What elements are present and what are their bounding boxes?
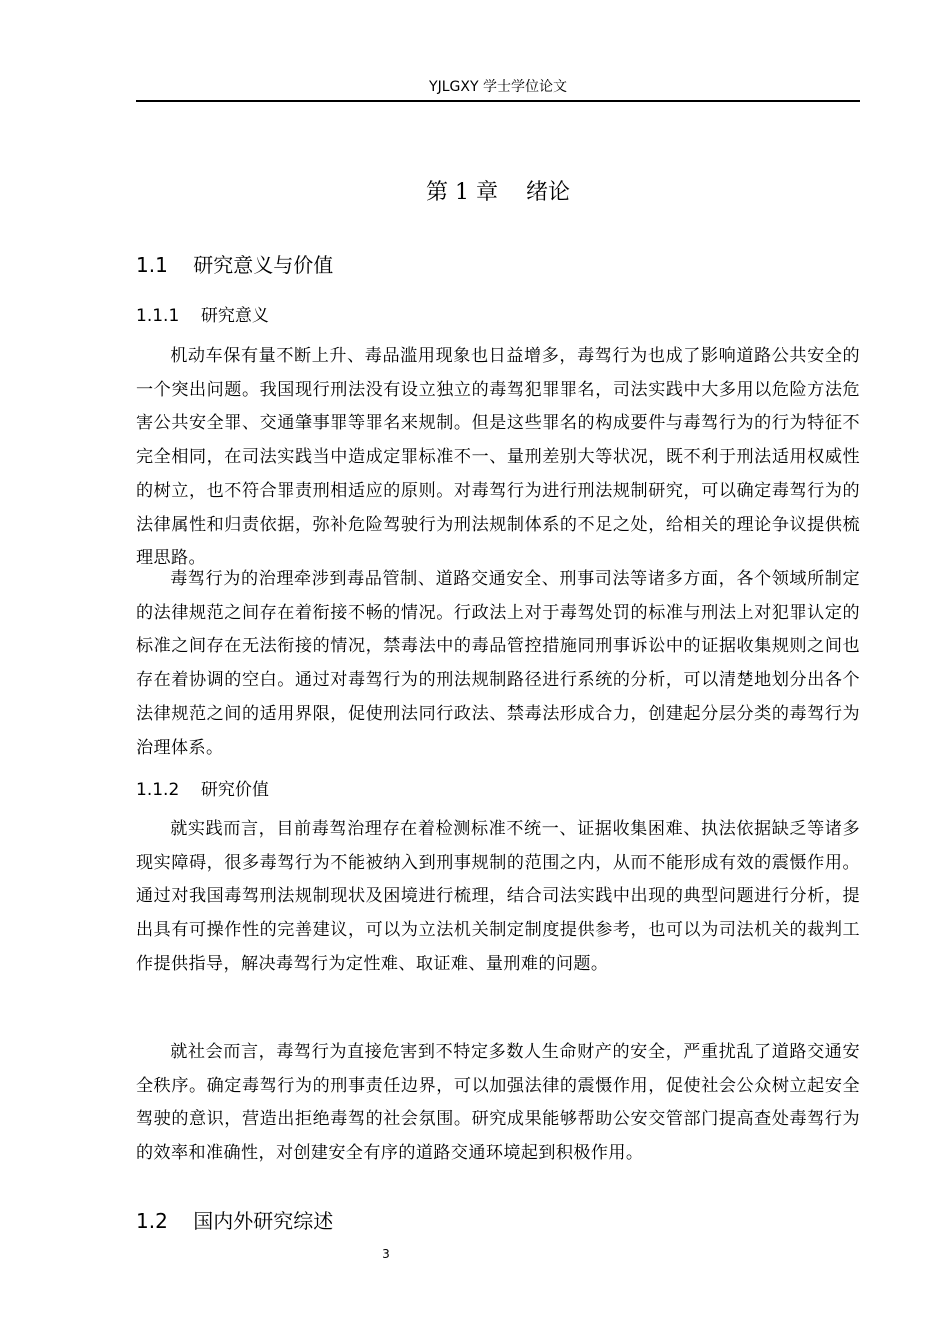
chapter-title: 第 1 章 绪论	[426, 180, 570, 205]
page-number: 3	[382, 1247, 390, 1261]
paragraph-value-1: 就实践而言，目前毒驾治理存在着检测标准不统一、证据收集困难、执法依据缺乏等诸多现实障碍，很多毒驾行为不能被纳入到刑事规制的范围之内，从而不能形成有效的震慑作用。通过对我国毒驾刑法规制现状及困境进行梳理，结合司法实践中出现的典型问题进行分析，提出具有可操作性的完善建议，可以为立法机关制定制度提供参考，也可以为司法机关的裁判工作提供指导，解决毒驾行为定性难、取证难、量刑难的问题。	[136, 819, 860, 974]
section-heading-1-1: 1.1 研究意义与价值	[136, 253, 334, 277]
running-header: YJLGXY 学士学位论文	[429, 79, 567, 95]
paragraph-significance-1: 机动车保有量不断上升、毒品滥用现象也日益增多，毒驾行为也成了影响道路公共安全的一个突出问题。我国现行刑法没有设立独立的毒驾犯罪罪名，司法实践中大多用以危险方法危害公共安全罪、交通肇事罪等罪名来规制。但是这些罪名的构成要件与毒驾行为的行为特征不完全相同，在司法实践当中造成定罪标准不一、量刑差别大等状况，既不利于刑法适用权威性的树立，也不符合罪责刑相适应的原则。对毒驾行为进行刑法规制研究，可以确定毒驾行为的法律属性和归责依据，弥补危险驾驶行为刑法规制体系的不足之处，给相关的理论争议提供梳理思路。	[136, 346, 860, 569]
subsection-heading-1-1-2: 1.1.2 研究价值	[136, 780, 269, 800]
paragraph-significance-2: 毒驾行为的治理牵涉到毒品管制、道路交通安全、刑事司法等诸多方面，各个领域所制定的法律规范之间存在着衔接不畅的情况。行政法上对于毒驾处罚的标准与刑法上对犯罪认定的标准之间存在无法衔接的情况，禁毒法中的毒品管控措施同刑事诉讼中的证据收集规则之间也存在着协调的空白。通过对毒驾行为的刑法规制路径进行系统的分析，可以清楚地划分出各个法律规范之间的适用界限，促使刑法同行政法、禁毒法形成合力，创建起分层分类的毒驾行为治理体系。	[136, 569, 860, 758]
subsection-heading-1-1-1: 1.1.1 研究意义	[136, 306, 269, 326]
header-rule	[136, 100, 860, 102]
paragraph-value-2: 就社会而言，毒驾行为直接危害到不特定多数人生命财产的安全，严重扰乱了道路交通安全秩序。确定毒驾行为的刑事责任边界，可以加强法律的震慑作用，促使社会公众树立起安全驾驶的意识，营造出拒绝毒驾的社会氛围。研究成果能够帮助公安交管部门提高查处毒驾行为的效率和准确性，对创建安全有序的道路交通环境起到积极作用。	[136, 1042, 860, 1164]
section-heading-1-2: 1.2 国内外研究综述	[136, 1209, 334, 1233]
